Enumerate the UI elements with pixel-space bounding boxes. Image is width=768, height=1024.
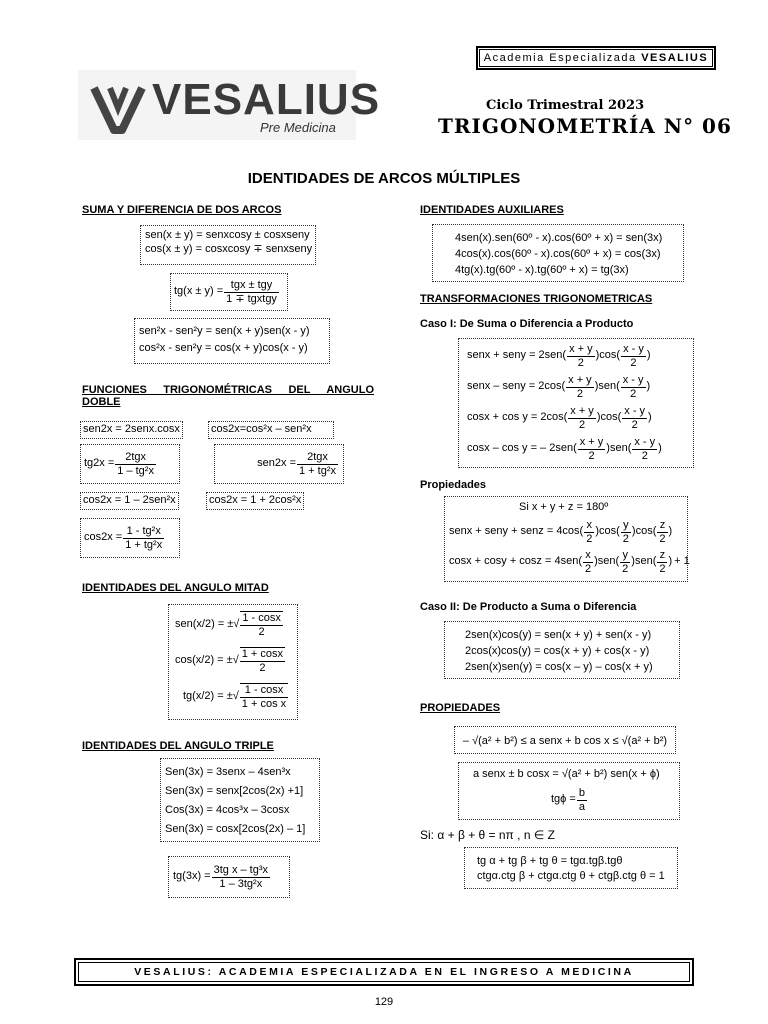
t1-den-a: 2 <box>577 356 584 369</box>
t3-den-b: 2 <box>631 418 638 431</box>
t2-den-b: 2 <box>630 387 637 400</box>
formula-box-propiedades-1 <box>444 496 688 582</box>
tg3x-num: 3tg x – tg³x <box>213 863 269 876</box>
academy-box <box>476 46 716 70</box>
formula-box-triple <box>160 758 320 842</box>
formula-box-cos2x-tg <box>80 518 180 558</box>
prop2-lhs: cosx + cosy + cosz = 4sen( <box>449 555 582 568</box>
cos2x-tg-num: 1 - tg²x <box>123 525 164 539</box>
prop1-num-x: x <box>584 519 594 533</box>
tg-sum-den: 1 ∓ tgxtgy <box>226 292 277 305</box>
cycle-label: Ciclo Trimestral 2023 <box>486 98 645 113</box>
tg2x-lhs: tg2x = <box>84 457 115 470</box>
mitad-sen-fraction <box>240 611 283 638</box>
t1-num-a: x + y <box>569 343 593 355</box>
prop2-den-z: 2 <box>659 562 666 575</box>
formula-box-suma <box>140 225 316 265</box>
page-title: IDENTIDADES DE ARCOS MÚLTIPLES <box>247 170 521 187</box>
t1-close: ) <box>646 349 651 362</box>
page-number: 129 <box>374 996 394 1008</box>
heading-doble: FUNCIONES TRIGONOMÉTRICAS DEL ANGULO DOBLE <box>82 384 374 408</box>
trans-sen-dif <box>467 374 650 400</box>
t2-num-a: x + y <box>568 374 592 386</box>
prop2-den-y: 2 <box>622 562 629 575</box>
formula-box-sen2x-tg <box>214 444 344 484</box>
tg2x-den: 1 – tg²x <box>117 464 154 477</box>
t3-lhs: cosx + cos y = 2cos( <box>467 411 568 424</box>
prop1-frac-z <box>657 519 667 545</box>
prop2-close: ) <box>668 555 673 568</box>
mitad-sen-num: 1 - cosx <box>242 612 281 624</box>
prop1-lhs: senx + seny + senz = 4cos( <box>449 525 584 538</box>
t4-mid: )sen( <box>606 442 632 455</box>
cos2x-tg-den: 1 + tg²x <box>125 538 163 551</box>
t2-num-b: x - y <box>622 374 644 386</box>
mitad-cos-lhs: cos(x/2) = ±√ <box>175 653 239 666</box>
t3-close: ) <box>648 411 652 424</box>
triple-sen-3: Sen(3x) = cosx[2cos(2x) – 1] <box>165 823 306 835</box>
t3-frac-a <box>568 405 596 431</box>
tg-sum-lhs: tg(x ± y) = <box>174 285 224 298</box>
formula-box-dif <box>134 318 330 364</box>
tgphi <box>551 787 588 813</box>
prop1-frac-y <box>621 519 631 545</box>
p2s-sen-cos: 2sen(x)cos(y) = sen(x + y) + sen(x - y) <box>465 629 652 641</box>
p2s-cos-cos: 2cos(x)cos(y) = cos(x + y) + cos(x - y) <box>465 645 650 657</box>
heading-caso-2: Caso II: De Producto a Suma o Diferencia <box>420 601 637 613</box>
sen2x-tg-den: 1 + tg²x <box>299 464 336 477</box>
heading-auxiliares: IDENTIDADES AUXILIARES <box>420 204 564 216</box>
prop1-cos-y: )cos( <box>595 525 620 538</box>
tg-sum-num: tgx ± tgy <box>224 279 279 293</box>
trans-sen-sum <box>467 343 651 369</box>
subject-title: TRIGONOMETRÍA N° 06 <box>438 114 732 138</box>
triple-cos: Cos(3x) = 4cos³x – 3cosx <box>165 804 290 816</box>
amplitude-identity: a senx ± b cosx = √(a² + b²) sen(x + ϕ) <box>473 768 660 780</box>
t3-den-a: 2 <box>578 418 586 431</box>
t1-frac-b <box>621 343 646 369</box>
heading-caso-1: Caso I: De Suma o Diferencia a Producto <box>420 318 634 330</box>
heading-triple: IDENTIDADES DEL ANGULO TRIPLE <box>82 740 274 752</box>
tg3x-fraction <box>212 864 270 890</box>
mitad-tg <box>183 683 289 710</box>
formula-box-caso-2 <box>444 621 680 679</box>
trans-cos-dif <box>467 436 662 462</box>
prop2-sen-y: )sen( <box>594 555 620 568</box>
t4-frac-b <box>632 436 657 462</box>
prop1-den-y: 2 <box>622 532 629 545</box>
formula-box-tg-sum <box>170 273 288 311</box>
prop2-num-z: z <box>657 549 667 563</box>
mitad-sen <box>175 611 284 638</box>
prop2-frac-x <box>583 549 593 575</box>
mitad-tg-fraction <box>240 683 288 710</box>
footer-banner-text: VESALIUS: ACADEMIA ESPECIALIZADA EN EL INGRESO A MEDICINA <box>78 962 690 982</box>
prop2-num-y: y <box>620 549 630 563</box>
t2-frac-a <box>566 374 594 400</box>
tgphi-num: b <box>578 787 585 799</box>
t3-num-a: x + y <box>570 405 594 417</box>
logo-text: VESALIUS <box>152 75 381 124</box>
tg2x-num: 2tgx <box>115 451 156 465</box>
prop2-tail: + 1 <box>674 555 690 568</box>
tgphi-fraction <box>577 787 587 813</box>
formula-box-auxiliares <box>432 224 684 282</box>
tg3x-lhs: tg(3x) = <box>173 870 211 883</box>
formula-box-final <box>464 847 678 889</box>
trans-cos-sum <box>467 405 652 431</box>
t3-mid: )cos( <box>596 411 622 424</box>
t1-den-b: 2 <box>630 356 637 369</box>
t2-den-a: 2 <box>576 387 583 400</box>
prop1-cos-z: )cos( <box>631 525 657 538</box>
t1-num-b: x - y <box>623 343 644 355</box>
prop2-sen-z: )sen( <box>631 555 657 568</box>
t1-lhs: senx + seny = 2sen( <box>467 349 567 362</box>
prop-cos-sum <box>449 549 690 575</box>
vesalius-logo-icon <box>88 78 158 138</box>
prop2-frac-y <box>620 549 630 575</box>
triple-sen-1: Sen(3x) = 3senx – 4sen³x <box>165 766 291 778</box>
academy-name: Academia Especializada <box>483 52 637 64</box>
heading-mitad: IDENTIDADES DEL ANGULO MITAD <box>82 582 269 594</box>
formula-cos2x-cos: cos2x = 1 + 2cos²x <box>206 492 304 510</box>
formula-box-mitad <box>168 604 298 720</box>
t4-num-b: x - y <box>634 436 656 448</box>
mitad-tg-den: 1 + cos x <box>241 697 287 710</box>
aux-cos: 4cos(x).cos(60º - x).cos(60º + x) = cos(3x) <box>455 248 661 260</box>
prop1-close: ) <box>668 525 673 538</box>
prop-sen-sum <box>449 519 672 545</box>
sen2x-tg-lhs: sen2x = <box>257 457 296 470</box>
sen2x-tg-fraction <box>297 451 338 477</box>
aux-sen: 4sen(x).sen(60º - x).cos(60º + x) = sen(3x) <box>455 232 663 244</box>
formula-sen-sum: sen(x ± y) = senxcosy ± cosxseny <box>145 229 310 241</box>
t3-num-b: x - y <box>624 405 646 417</box>
t2-close: ) <box>646 380 651 393</box>
formula-cos-sq-dif: cos²x - sen²y = cos(x + y)cos(x - y) <box>139 342 308 354</box>
t2-frac-b <box>621 374 646 400</box>
prop1-den-x: 2 <box>586 532 593 545</box>
t2-lhs: senx – seny = 2cos( <box>467 380 566 393</box>
formula-sen2x: sen2x = 2senx.cosx <box>80 421 183 439</box>
academy-name-bold: VESALIUS <box>641 52 709 64</box>
mitad-cos-num: 1 + cosx <box>241 648 284 660</box>
formula-cos2x-sen: cos2x = 1 – 2sen²x <box>80 492 179 510</box>
final-ctg-identity: ctgα.ctg β + ctgα.ctg θ + ctgβ.ctg θ = 1 <box>477 870 665 882</box>
mitad-tg-lhs: tg(x/2) = ±√ <box>183 689 239 702</box>
logo-subtitle: Pre Medicina <box>260 120 336 135</box>
si-condition: Si: α + β + θ = nπ , n ∈ Z <box>420 828 555 842</box>
prop-condition: Si x + y + z = 180º <box>519 501 609 513</box>
cos2x-tg-lhs: cos2x = <box>84 531 123 544</box>
formula-box-tg2x <box>80 444 180 484</box>
triple-sen-2: Sen(3x) = senx[2cos(2x) +1] <box>165 785 304 797</box>
t3-frac-b <box>622 405 647 431</box>
t4-num-a: x + y <box>579 436 604 448</box>
aux-tg: 4tg(x).tg(60º - x).tg(60º + x) = tg(3x) <box>455 264 629 276</box>
p2s-sen-sen: 2sen(x)sen(y) = cos(x – y) – cos(x + y) <box>465 661 653 673</box>
mitad-cos-fraction <box>240 647 285 674</box>
formula-sen-sq-dif: sen²x - sen²y = sen(x + y)sen(x - y) <box>139 325 310 337</box>
formula-cos2x: cos2x=cos²x – sen²x <box>208 421 334 439</box>
t4-den-b: 2 <box>641 449 648 462</box>
t4-close: ) <box>658 442 662 455</box>
t2-mid: )sen( <box>594 380 620 393</box>
prop2-num-x: x <box>583 549 593 563</box>
t4-den-a: 2 <box>588 449 595 462</box>
formula-box-amplitude <box>458 762 680 820</box>
mitad-cos <box>175 647 286 674</box>
formula-box-tg3x <box>168 856 290 898</box>
cos2x-tg-fraction <box>123 525 164 551</box>
mitad-tg-num: 1 - cosx <box>240 684 288 698</box>
tg-sum-fraction <box>224 279 279 305</box>
prop2-frac-z <box>657 549 667 575</box>
tgphi-den: a <box>578 800 585 813</box>
prop2-den-x: 2 <box>584 562 592 575</box>
footer-banner <box>74 958 694 986</box>
t1-frac-a <box>567 343 595 369</box>
heading-suma: SUMA Y DIFERENCIA DE DOS ARCOS <box>82 204 282 216</box>
t4-frac-a <box>578 436 606 462</box>
tg3x-den: 1 – 3tg²x <box>219 877 263 890</box>
mitad-sen-den: 2 <box>258 625 265 638</box>
heading-propiedades-2: PROPIEDADES <box>420 702 501 714</box>
formula-cos-sum: cos(x ± y) = cosxcosy ∓ senxseny <box>145 242 313 255</box>
heading-propiedades-1: Propiedades <box>420 479 487 491</box>
heading-transformaciones: TRANSFORMACIONES TRIGONOMETRICAS <box>420 293 653 305</box>
tgphi-lhs: tgϕ = <box>551 793 576 806</box>
final-tg-identity: tg α + tg β + tg θ = tgα.tgβ.tgθ <box>477 855 623 867</box>
logo <box>78 70 381 140</box>
tg2x-fraction <box>115 451 156 477</box>
mitad-cos-den: 2 <box>259 661 266 674</box>
prop1-num-y: y <box>621 519 631 533</box>
formula-inequality: – √(a² + b²) ≤ a senx + b cos x ≤ √(a² + b²) <box>454 726 676 754</box>
t1-mid: )cos( <box>595 349 621 362</box>
mitad-sen-lhs: sen(x/2) = ±√ <box>175 617 240 630</box>
prop1-num-z: z <box>657 519 667 533</box>
formula-box-caso-1 <box>458 338 694 468</box>
prop1-frac-x <box>584 519 594 545</box>
sen2x-tg-num: 2tgx <box>297 451 338 465</box>
t4-lhs: cosx – cos y = – 2sen( <box>467 442 577 455</box>
prop1-den-z: 2 <box>659 532 666 545</box>
